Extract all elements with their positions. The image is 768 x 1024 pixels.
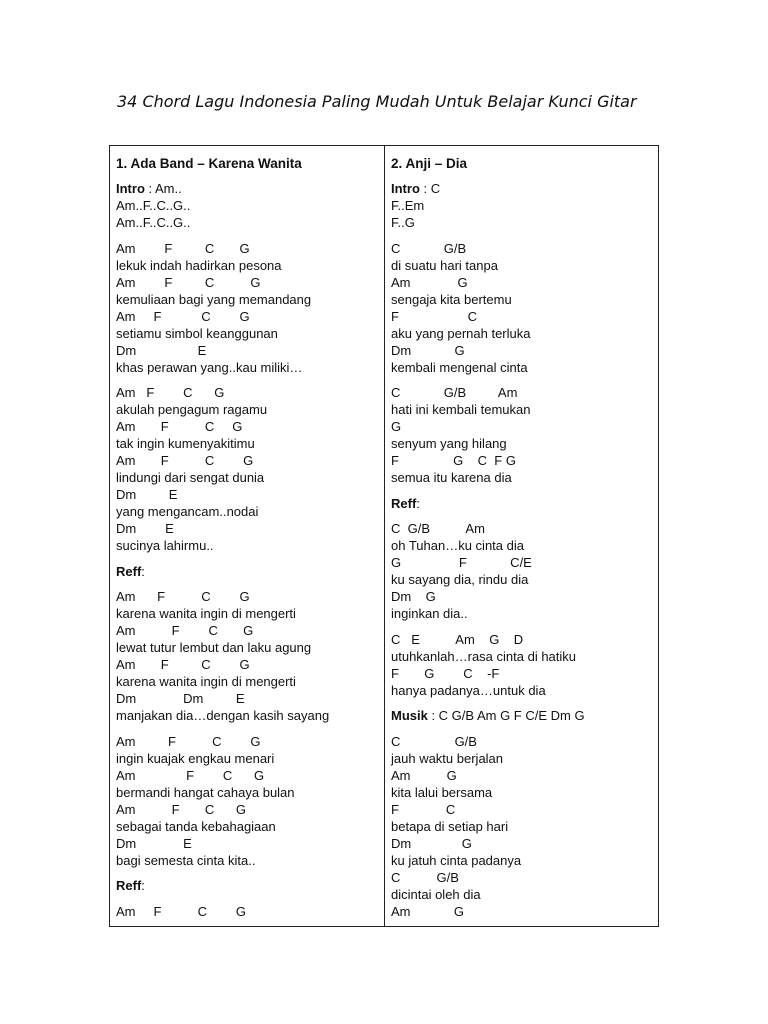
spacer	[391, 512, 658, 521]
lyric-line: Am F C G	[116, 453, 254, 468]
lyric-line: bagi semesta cinta kita..	[116, 852, 256, 868]
lyric-line: ku jatuh cinta padanya	[391, 852, 522, 868]
lyric-line: lekuk indah hadirkan pesona	[116, 257, 282, 273]
lyric-line: Am G	[391, 767, 457, 783]
lyric-line: senyum yang hilang	[391, 436, 507, 451]
song-column-right	[385, 146, 658, 926]
lyric-line: hati ini kembali temukan	[391, 402, 531, 417]
lyric-line: setiamu simbol keanggunan	[116, 325, 278, 341]
lyric-line: khas perawan yang..kau miliki…	[116, 359, 303, 375]
lyric-line: Dm E	[116, 342, 207, 358]
page-title: 34 Chord Lagu Indonesia Paling Mudah Untuk Belajar Kunci Gitar	[117, 92, 637, 111]
lyric-line: aku yang pernah terluka	[391, 325, 531, 341]
lyric-line: semua itu karena dia	[391, 470, 512, 485]
lyric-line: tak ingin kumenyakitimu	[116, 436, 255, 451]
spacer	[116, 724, 384, 733]
lyric-line: kemuliaan bagi yang memandang	[116, 291, 312, 307]
lyric-line: F..Em	[391, 198, 425, 213]
song-title: 1. Ada Band – Karena Wanita	[116, 155, 302, 171]
lyric-line: C G/B Am	[391, 385, 518, 400]
section-label: Reff:	[116, 563, 145, 579]
lyric-line: Am G	[391, 274, 468, 290]
lyric-line: utuhkanlah…rasa cinta di hatiku	[391, 648, 577, 664]
spacer	[391, 146, 658, 155]
lyric-line: sucinya lahirmu..	[116, 538, 214, 553]
chord-table	[109, 145, 659, 927]
lyric-line: yang mengancam..nodai	[116, 504, 259, 519]
spacer	[116, 554, 384, 563]
intro-line: Musik : C G/B Am G F C/E Dm G	[391, 708, 585, 723]
lyric-line: G F C/E	[391, 555, 532, 570]
lyric-line: hanya padanya…untuk dia	[391, 682, 546, 698]
spacer	[391, 724, 658, 733]
lyric-line: C G/B	[391, 240, 467, 256]
lyric-line: Am F C G	[116, 419, 243, 434]
spacer	[116, 146, 384, 155]
lyric-line: manjakan dia…dengan kasih sayang	[116, 708, 330, 723]
spacer	[116, 869, 384, 878]
spacer	[391, 486, 658, 495]
spacer	[116, 172, 384, 181]
lyric-line: sengaja kita bertemu	[391, 291, 512, 307]
spacer	[391, 699, 658, 708]
lyric-line: Dm E	[116, 835, 192, 851]
lyric-line: Dm E	[116, 521, 174, 536]
lyric-line: Am F C G	[116, 733, 261, 749]
lyric-line: Am F C G	[116, 623, 254, 638]
lyric-line: kita lalui bersama	[391, 784, 493, 800]
lyric-line: Am F C G	[116, 589, 250, 604]
lyric-line: C E Am G D	[391, 631, 524, 647]
lyric-line: G	[391, 419, 402, 434]
lyric-line: Am F C G	[116, 903, 247, 919]
lyric-line: Am F C G	[116, 240, 250, 256]
lyric-line: Am..F..C..G..	[116, 198, 191, 213]
song-title: 2. Anji – Dia	[391, 155, 468, 171]
lyric-line: F C	[391, 801, 456, 817]
lyric-line: Am F C G	[116, 767, 265, 783]
lyric-line: lindungi dari sengat dunia	[116, 470, 265, 485]
lyric-line: Am G	[391, 903, 464, 919]
lyric-line: C G/B	[391, 869, 459, 885]
lyric-line: F G C -F	[391, 665, 500, 681]
intro-line: Intro : Am..	[116, 181, 182, 196]
section-label: Reff:	[391, 495, 420, 511]
lyric-line: karena wanita ingin di mengerti	[116, 674, 296, 689]
lyric-line: jauh waktu berjalan	[391, 750, 504, 766]
lyric-line: Am F C G	[116, 385, 225, 400]
spacer	[116, 376, 384, 385]
lyric-line: Am F C G	[116, 801, 247, 817]
lyric-line: F..G	[391, 215, 415, 230]
lyric-line: akulah pengagum ragamu	[116, 402, 268, 417]
lyric-line: dicintai oleh dia	[391, 886, 481, 902]
lyric-line: betapa di setiap hari	[391, 818, 509, 834]
spacer	[391, 231, 658, 240]
lyric-line: Am..F..C..G..	[116, 215, 191, 230]
song-column-left	[110, 146, 385, 926]
lyric-line: karena wanita ingin di mengerti	[116, 606, 296, 621]
lyric-line: Dm E	[116, 487, 178, 502]
lyric-line: ingin kuajak engkau menari	[116, 750, 275, 766]
lyric-line: Dm G	[391, 835, 472, 851]
lyric-line: sebagai tanda kebahagiaan	[116, 818, 276, 834]
lyric-line: Am F C G	[116, 308, 250, 324]
lyric-line: lewat tutur lembut dan laku agung	[116, 640, 312, 655]
lyric-line: inginkan dia..	[391, 606, 468, 621]
lyric-line: Dm G	[391, 342, 465, 358]
lyric-line: F G C F G	[391, 453, 516, 468]
spacer	[391, 376, 658, 385]
spacer	[391, 622, 658, 631]
intro-line: Intro : C	[391, 181, 441, 196]
lyric-line: Dm G	[391, 589, 436, 604]
lyric-line: ku sayang dia, rindu dia	[391, 572, 529, 587]
lyric-line: di suatu hari tanpa	[391, 257, 498, 273]
spacer	[116, 580, 384, 589]
spacer	[116, 231, 384, 240]
lyric-line: F C	[391, 308, 477, 324]
lyric-line: C G/B Am	[391, 521, 485, 536]
lyric-line: Am F C G	[116, 657, 250, 672]
lyric-line: oh Tuhan…ku cinta dia	[391, 538, 524, 553]
spacer	[391, 172, 658, 181]
lyric-line: C G/B	[391, 733, 477, 749]
lyric-line: bermandi hangat cahaya bulan	[116, 784, 295, 800]
section-label: Reff:	[116, 878, 145, 893]
spacer	[116, 894, 384, 903]
lyric-line: kembali mengenal cinta	[391, 359, 528, 375]
lyric-line: Dm Dm E	[116, 691, 245, 706]
lyric-line: Am F C G	[116, 274, 261, 290]
